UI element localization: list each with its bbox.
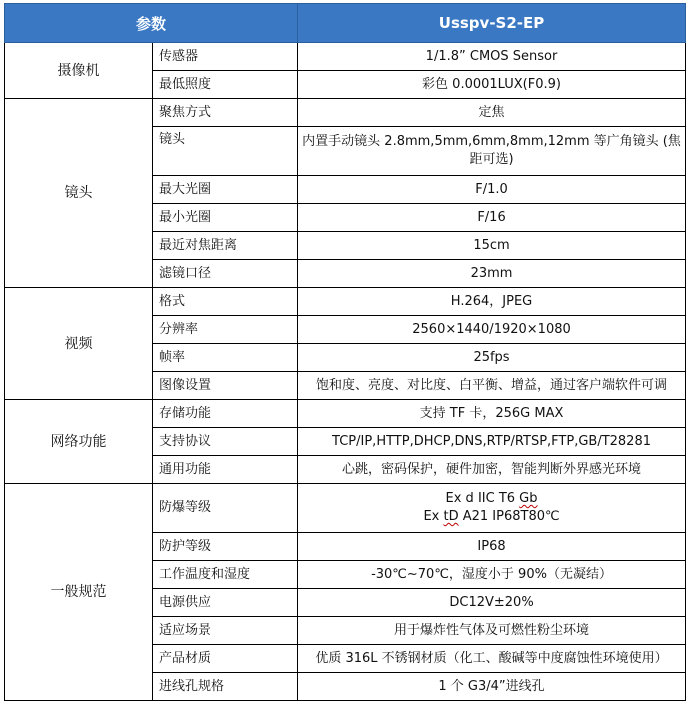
param-value: TCP/IP,HTTP,DHCP,DNS,RTP/RTSP,FTP,GB/T28281 (298, 428, 686, 456)
param-name: 防爆等级 (153, 484, 298, 533)
param-name: 图像设置 (153, 372, 298, 400)
param-name: 镜头 (153, 127, 298, 176)
param-value: 优质 316L 不锈钢材质（化工、酸碱等中度腐蚀性环境使用） (298, 645, 686, 673)
param-name: 最小光圈 (153, 204, 298, 232)
explosion-rating-text: tD (443, 509, 459, 524)
header-model: Usspv-S2-EP (298, 4, 686, 43)
param-name: 产品材质 (153, 645, 298, 673)
param-value: 内置手动镜头 2.8mm,5mm,6mm,8mm,12mm 等广角镜头 (焦距可选) (298, 127, 686, 176)
table-header-row (5, 4, 686, 43)
param-value: 1/1.8” CMOS Sensor (298, 43, 686, 71)
param-name: 滤镜口径 (153, 260, 298, 288)
param-value: 彩色 0.0001LUX(F0.9) (298, 71, 686, 99)
category-network: 网络功能 (5, 400, 153, 484)
param-name: 传感器 (153, 43, 298, 71)
param-name: 帧率 (153, 344, 298, 372)
category-camera: 摄像机 (5, 43, 153, 99)
spec-table (4, 3, 686, 701)
param-value: -30℃~70℃，湿度小于 90%（无凝结） (298, 561, 686, 589)
param-value: 心跳，密码保护，硬件加密，智能判断外界感光环境 (298, 456, 686, 484)
category-video: 视频 (5, 288, 153, 400)
param-name: 最近对焦距离 (153, 232, 298, 260)
param-value: 定焦 (298, 99, 686, 127)
header-param: 参数 (5, 4, 298, 43)
param-value: F/1.0 (298, 176, 686, 204)
param-value: 2560×1440/1920×1080 (298, 316, 686, 344)
param-value: 饱和度、亮度、对比度、白平衡、增益，通过客户端软件可调 (298, 372, 686, 400)
param-name: 适应场景 (153, 617, 298, 645)
explosion-rating-text: Gb (519, 491, 538, 506)
param-name: 通用功能 (153, 456, 298, 484)
param-value-explosion (298, 484, 686, 533)
param-value: IP68 (298, 533, 686, 561)
param-name: 进线孔规格 (153, 673, 298, 701)
param-value: DC12V±20% (298, 589, 686, 617)
explosion-rating-line-1 (302, 490, 681, 508)
param-value: 15cm (298, 232, 686, 260)
param-name: 电源供应 (153, 589, 298, 617)
param-name: 防护等级 (153, 533, 298, 561)
param-name: 支持协议 (153, 428, 298, 456)
explosion-rating-text: Ex (423, 509, 444, 524)
param-value: 23mm (298, 260, 686, 288)
param-name: 聚焦方式 (153, 99, 298, 127)
spec-table-container (4, 3, 685, 701)
param-name: 最大光圈 (153, 176, 298, 204)
table-row (5, 400, 686, 428)
explosion-rating-line-2 (302, 508, 681, 526)
explosion-rating-text: A21 IP68T80℃ (458, 509, 560, 524)
param-name: 存储功能 (153, 400, 298, 428)
param-value: 1 个 G3/4”进线孔 (298, 673, 686, 701)
param-name: 分辨率 (153, 316, 298, 344)
table-row (5, 43, 686, 71)
param-value: 25fps (298, 344, 686, 372)
param-value: 支持 TF 卡，256G MAX (298, 400, 686, 428)
param-value: H.264，JPEG (298, 288, 686, 316)
param-name: 工作温度和湿度 (153, 561, 298, 589)
param-name: 最低照度 (153, 71, 298, 99)
explosion-rating-text: Ex d IIC T6 (445, 491, 520, 506)
table-row (5, 288, 686, 316)
category-lens: 镜头 (5, 99, 153, 288)
category-general: 一般规范 (5, 484, 153, 701)
param-name: 格式 (153, 288, 298, 316)
param-value: 用于爆炸性气体及可燃性粉尘环境 (298, 617, 686, 645)
table-row (5, 484, 686, 533)
param-value: F/16 (298, 204, 686, 232)
table-row (5, 99, 686, 127)
